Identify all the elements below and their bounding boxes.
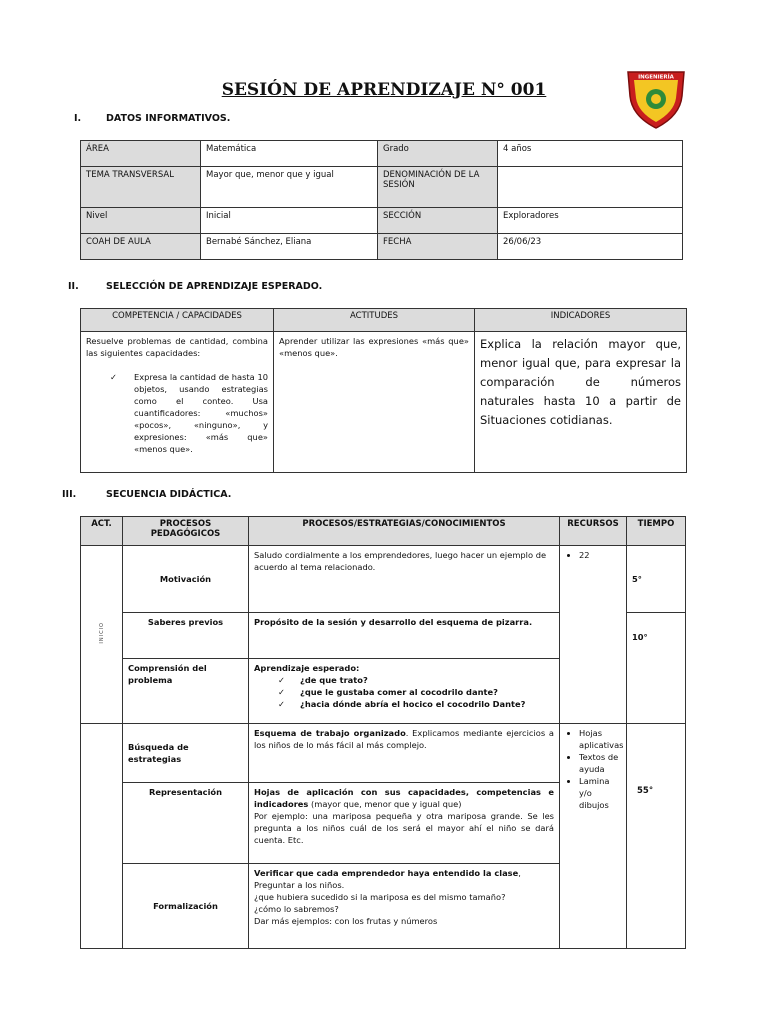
section-3-heading	[62, 489, 462, 503]
school-logo	[624, 66, 688, 130]
busqueda-bold: Esquema de trabajo organizado	[254, 728, 406, 738]
coah-label: COAH DE AULA	[81, 234, 201, 260]
competencia-item: ✓ Expresa la cantidad de hasta 10 objetos, usando estrategias como el conteo. Usa cuantificadores: «muchos» «pocos», «ninguno», y expresiones: «más que» «menos que».	[134, 371, 268, 455]
seccion-value: Exploradores	[498, 208, 683, 234]
table-header-row	[81, 309, 687, 332]
tema-label: TEMA TRANSVERSAL	[81, 167, 201, 208]
section-1-title: DATOS INFORMATIVOS.	[106, 113, 231, 124]
recursos-inicio-list	[565, 549, 621, 561]
formalizacion-line-2: ¿que hubiera sucedido si la mariposa es del mismo tamaño?	[254, 892, 506, 902]
comprension-heading: Aprendizaje esperado:	[254, 663, 360, 673]
comprension-cell	[249, 659, 560, 724]
formalizacion-cell	[249, 864, 560, 949]
aprendizaje-esperado-table	[80, 308, 687, 473]
saberes-label: Saberes previos	[123, 613, 249, 659]
section-3-title: SECUENCIA DIDÁCTICA.	[106, 489, 232, 500]
desarrollo-time-cell	[627, 724, 686, 949]
nivel-value: Inicial	[201, 208, 378, 234]
formalizacion-line-3: ¿cómo lo sabremos?	[254, 904, 339, 914]
list-item: • Hojas aplicativas	[579, 727, 621, 751]
recursos-inicio-cell	[560, 546, 627, 724]
page-title: SESIÓN DE APRENDIZAJE N° 001	[221, 80, 547, 100]
act-header: ACT.	[81, 517, 123, 546]
act-inicio-cell	[81, 546, 123, 724]
denominacion-value	[498, 167, 683, 208]
estrategias-header: PROCESOS/ESTRATEGIAS/CONOCIMIENTOS	[249, 517, 560, 546]
grado-value: 4 años	[498, 141, 683, 167]
saberes-text: Propósito de la sesión y desarrollo del esquema de pizarra.	[249, 613, 560, 659]
representacion-cell	[249, 783, 560, 864]
procesos-pedagogicos-header: PROCESOS PEDAGÓGICOS	[123, 517, 249, 546]
datos-informativos-table	[80, 140, 683, 260]
indicadores-header: INDICADORES	[475, 309, 687, 332]
grado-label: Grado	[378, 141, 498, 167]
section-2-heading	[68, 281, 468, 295]
representacion-time: 55°	[637, 786, 654, 796]
comprension-label: Comprensión del problema	[123, 659, 249, 724]
representacion-bold: Hojas de aplicación con sus capacidades, competencias e indicadores	[254, 787, 554, 809]
motivacion-text: Saludo cordialmente a los emprendedores, luego hacer un ejemplo de acuerdo al tema relacionado.	[249, 546, 560, 613]
competencia-intro: Resuelve problemas de cantidad, combina las siguientes capacidades:	[86, 336, 268, 358]
competencia-list	[86, 371, 268, 455]
busqueda-cell	[249, 724, 560, 783]
section-1-number: I.	[74, 113, 82, 124]
comprension-list	[254, 674, 554, 710]
list-item: ✓ ¿de que trato?	[300, 674, 554, 686]
list-item: • Textos de ayuda	[579, 751, 621, 775]
section-1-heading	[74, 113, 474, 127]
nivel-label: Nivel	[81, 208, 201, 234]
formalizacion-line-1: , Preguntar a los niños.	[254, 868, 521, 890]
table-row	[81, 724, 686, 783]
list-item: • 22	[579, 549, 621, 561]
competencia-header: COMPETENCIA / CAPACIDADES	[81, 309, 274, 332]
fecha-value: 26/06/23	[498, 234, 683, 260]
recursos-header: RECURSOS	[560, 517, 627, 546]
coah-value: Bernabé Sánchez, Eliana	[201, 234, 378, 260]
indicadores-cell: Explica la relación mayor que, menor igual que, para expresar la comparación de números naturales hasta 10 a partir de Situaciones cotidianas.	[475, 332, 687, 473]
representacion-label: Representación	[123, 783, 249, 864]
table-row	[81, 167, 683, 208]
representacion-text-1: (mayor que, menor que y igual que)	[308, 799, 462, 809]
section-2-title: SELECCIÓN DE APRENDIZAJE ESPERADO.	[106, 281, 323, 292]
saberes-time: 10°	[627, 613, 686, 724]
section-3-number: III.	[62, 489, 77, 500]
actitudes-cell: Aprender utilizar las expresiones «más que» «menos que».	[274, 332, 475, 473]
area-label: ÁREA	[81, 141, 201, 167]
fecha-label: FECHA	[378, 234, 498, 260]
table-row	[81, 332, 687, 473]
section-2-number: II.	[68, 281, 79, 292]
formalizacion-bold: Verificar que cada emprendedor haya entendido la clase	[254, 868, 519, 878]
competencia-cell	[81, 332, 274, 473]
table-row	[81, 546, 686, 613]
list-item: ✓ ¿hacia dónde abría el hocico el cocodrilo Dante?	[300, 698, 554, 710]
tiempo-header: TIEMPO	[627, 517, 686, 546]
denominacion-label: DENOMINACIÓN DE LA SESIÓN	[378, 167, 498, 208]
table-row	[81, 234, 683, 260]
actitudes-header: ACTITUDES	[274, 309, 475, 332]
table-row	[81, 141, 683, 167]
busqueda-text: . Explicamos mediante ejercicios a los niños de lo más fácil al más complejo.	[254, 728, 554, 750]
recursos-desarrollo-list	[565, 727, 624, 811]
motivacion-label: Motivación	[123, 546, 249, 613]
tema-value: Mayor que, menor que y igual	[201, 167, 378, 208]
logo-text: INGENIERÍA	[638, 74, 674, 81]
recursos-desarrollo-cell	[560, 724, 627, 949]
seccion-label: SECCIÓN	[378, 208, 498, 234]
area-value: Matemática	[201, 141, 378, 167]
busqueda-label: Búsqueda de estrategias	[123, 724, 249, 783]
act-inicio-label: INICIO	[98, 622, 105, 644]
table-header-row	[81, 517, 686, 546]
formalizacion-label: Formalización	[123, 864, 249, 949]
representacion-text-2: Por ejemplo: una mariposa pequeña y otra mariposa grande. Se les pregunta a los niños cuál de los será el mayor ahí el niño se dará cuenta. Etc.	[254, 811, 554, 845]
table-row	[81, 208, 683, 234]
motivacion-time: 5°	[627, 546, 686, 613]
formalizacion-line-4: Dar más ejemplos: con los frutas y números	[254, 916, 438, 926]
list-item: • Lamina y/o dibujos	[579, 775, 621, 811]
secuencia-didactica-table	[80, 516, 686, 949]
list-item: ✓ ¿que le gustaba comer al cocodrilo dante?	[300, 686, 554, 698]
act-desarrollo-cell	[81, 724, 123, 949]
